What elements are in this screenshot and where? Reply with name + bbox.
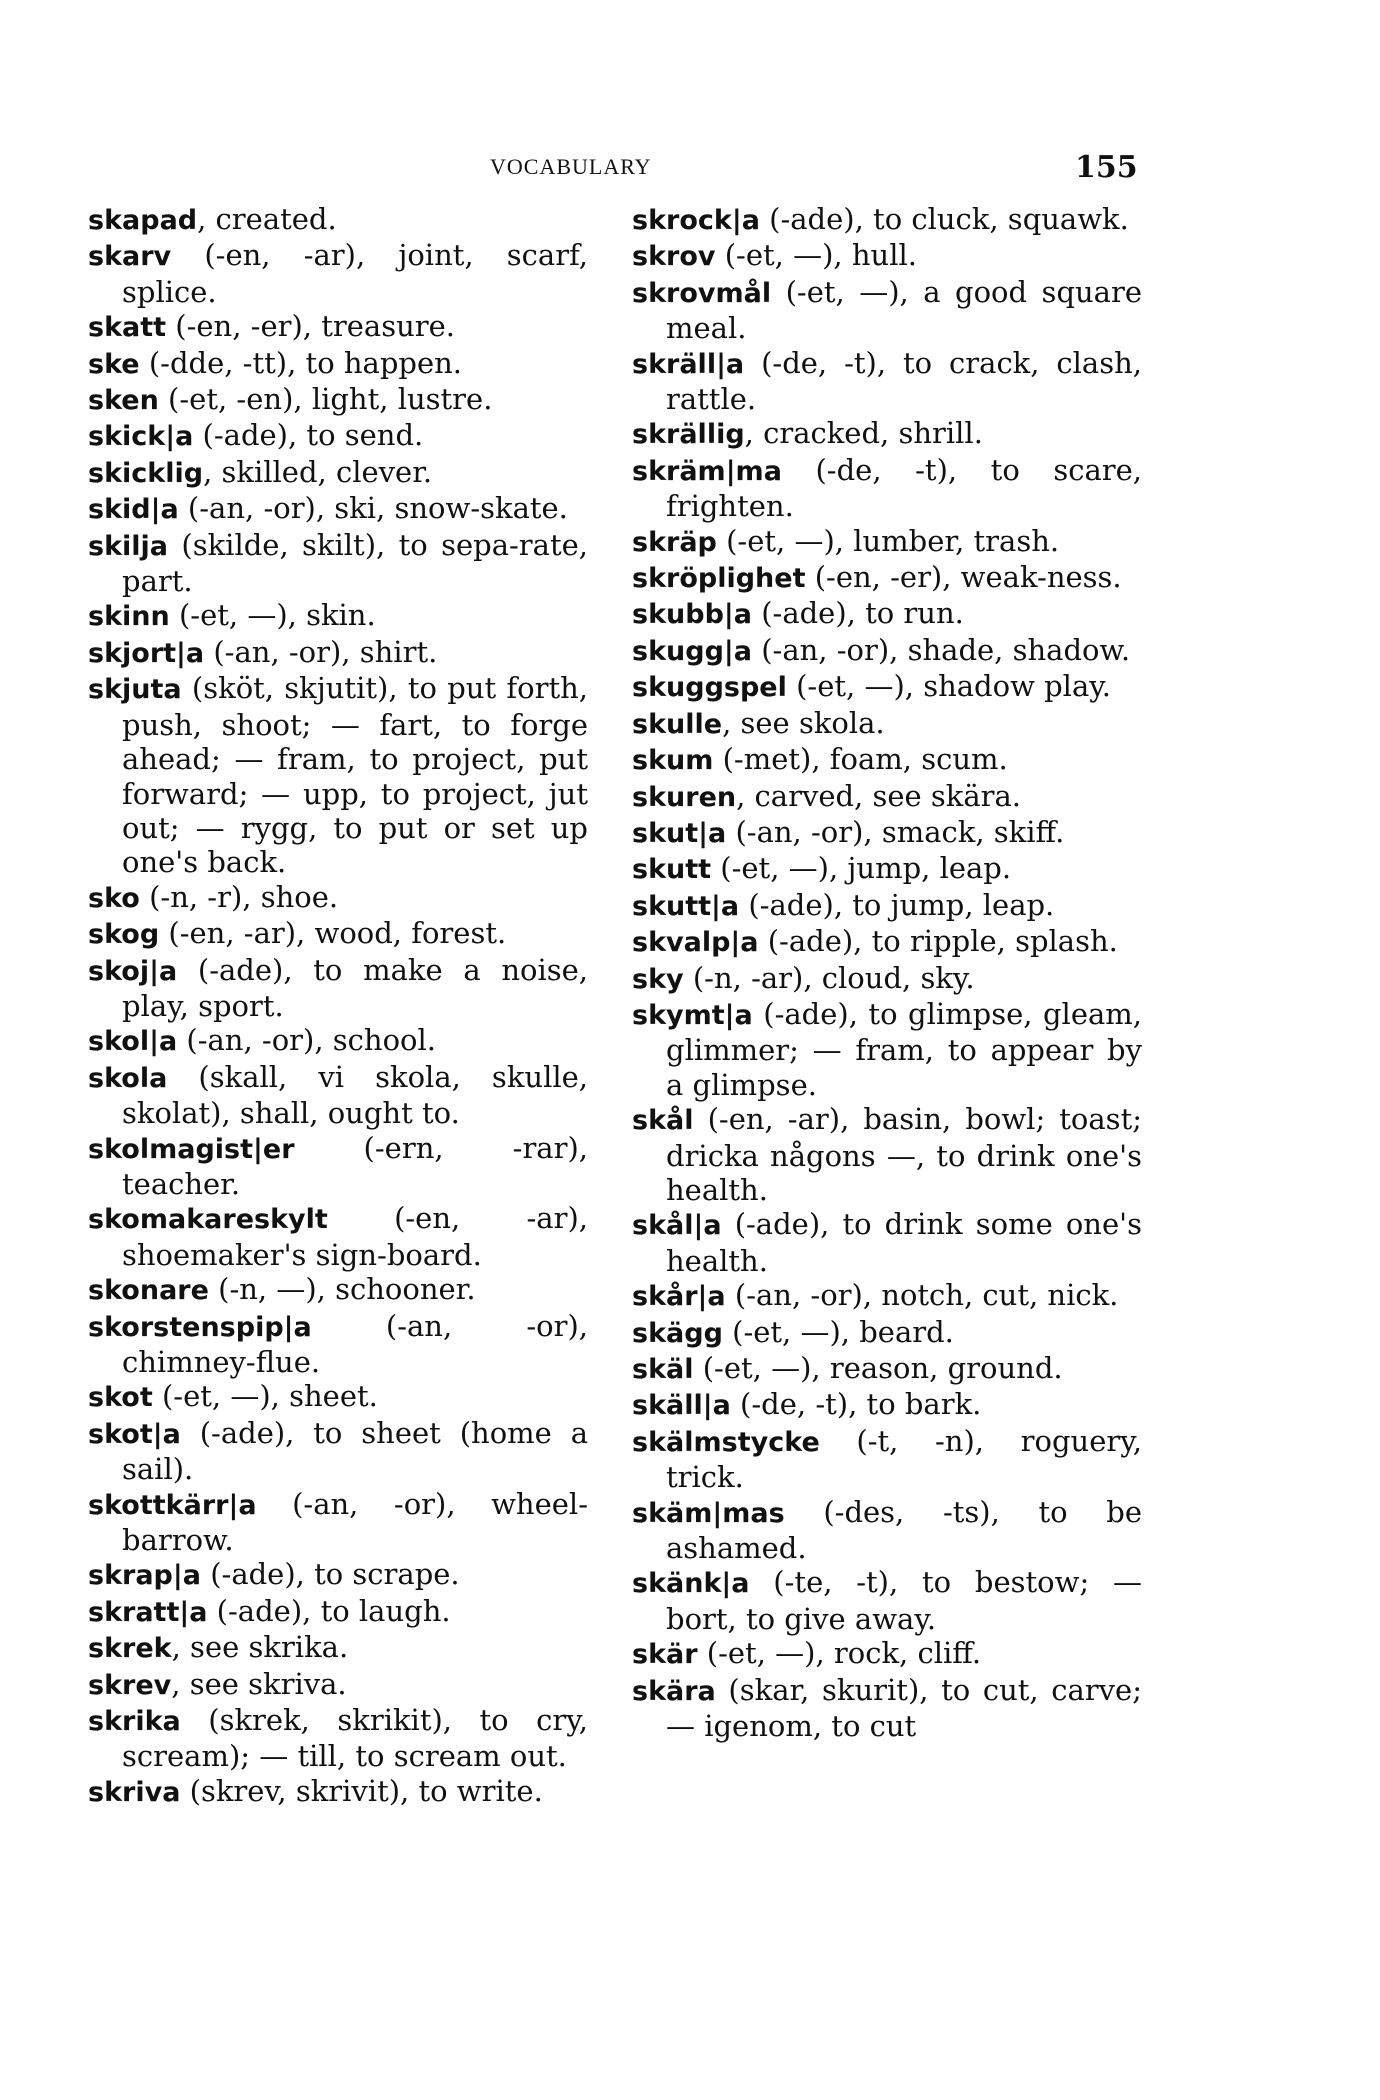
left-column: [88, 202, 588, 1810]
entry-headword: skola: [88, 1062, 168, 1094]
dictionary-entry: [632, 238, 1142, 274]
dictionary-entry: [88, 528, 588, 599]
entry-definition: (-en, -er), weak-ness.: [805, 560, 1122, 595]
entry-headword: skäl: [632, 1354, 694, 1385]
dictionary-entry: [632, 275, 1142, 346]
entry-definition: (-an, -or), smack, skiff.: [726, 814, 1065, 849]
page-header: [0, 150, 1380, 190]
entry-definition: (-t, -n), roguery, trick.: [666, 1423, 1142, 1495]
entry-headword: skår|a: [632, 1281, 726, 1313]
entry-definition: (skall, vi skola, skulle, skolat), shall, ought to.: [122, 1059, 588, 1131]
entry-headword: skick|a: [88, 421, 194, 453]
dictionary-entry: [632, 346, 1142, 417]
entry-headword: skriva: [88, 1776, 181, 1808]
entry-definition: (-de, -t), to bark.: [730, 1387, 982, 1422]
dictionary-entry: [632, 453, 1142, 524]
entry-headword: skrek: [88, 1633, 172, 1665]
dictionary-entry: [88, 880, 588, 916]
entry-definition: (-ern, -rar), teacher.: [122, 1130, 588, 1201]
dictionary-entry: [632, 560, 1142, 596]
entry-definition: (-et, —), reason, ground.: [693, 1351, 1063, 1385]
dictionary-entry: [88, 309, 588, 345]
entry-headword: skorstenspip|a: [88, 1311, 312, 1343]
entry-headword: skjuta: [88, 674, 182, 706]
dictionary-entry: [632, 416, 1142, 452]
page-number: 155: [1075, 150, 1138, 185]
dictionary-entry: [88, 1201, 588, 1272]
entry-definition: (-et, —), skin.: [169, 598, 376, 633]
entry-definition: (-et, -en), light, lustre.: [158, 382, 493, 417]
entry-headword: skuren: [632, 781, 737, 813]
entry-definition: (-en, -ar), wood, forest.: [159, 916, 507, 951]
dictionary-entry: [88, 1774, 588, 1810]
entry-headword: skvalp|a: [632, 927, 759, 959]
entry-headword: skolmagist|er: [88, 1133, 295, 1165]
entry-headword: skratt|a: [88, 1596, 208, 1628]
dictionary-entry: [632, 706, 1142, 742]
dictionary-entry: [88, 671, 588, 879]
entry-definition: (-ade), to cluck, squawk.: [759, 202, 1129, 236]
entry-headword: skottkärr|a: [88, 1489, 257, 1521]
entry-headword: skonare: [88, 1275, 209, 1307]
dictionary-entry: [88, 455, 588, 491]
entry-headword: skuggspel: [632, 672, 787, 704]
entry-headword: skjort|a: [88, 637, 205, 669]
entry-headword: sko: [88, 882, 140, 914]
entry-definition: (-te, -t), to bestow; — bort, to give away.: [666, 1565, 1142, 1636]
dictionary-entry: [88, 238, 588, 309]
dictionary-entry: [88, 1487, 588, 1558]
dictionary-entry: [88, 1379, 588, 1415]
dictionary-entry: [632, 1565, 1142, 1636]
entry-definition: (-ade), to make a noise, play, sport.: [122, 952, 588, 1023]
dictionary-entry: [632, 1636, 1142, 1672]
dictionary-entry: [88, 346, 588, 382]
entry-headword: skut|a: [632, 817, 727, 849]
entry-definition: (-ade), to sheet (home a sail).: [122, 1415, 588, 1487]
entry-headword: skål|a: [632, 1210, 722, 1242]
entry-definition: , created.: [197, 202, 337, 236]
dictionary-entry: [88, 1131, 588, 1202]
entry-headword: skrovmål: [632, 277, 772, 309]
entry-headword: skinn: [88, 601, 170, 633]
dictionary-entry: [632, 1351, 1142, 1387]
entry-definition: (-ade), to jump, leap.: [739, 887, 1055, 922]
dictionary-entry: [632, 1495, 1142, 1566]
entry-headword: skutt|a: [632, 890, 740, 922]
dictionary-entry: [88, 598, 588, 634]
dictionary-entry: [88, 635, 588, 671]
dictionary-entry: [632, 596, 1142, 632]
dictionary-entry: [632, 815, 1142, 851]
dictionary-entry: [632, 997, 1142, 1102]
dictionary-entry: [88, 916, 588, 952]
dictionary-entry: [88, 1630, 588, 1666]
entry-headword: skot: [88, 1382, 153, 1414]
entry-headword: skrev: [88, 1669, 172, 1701]
entry-headword: skol|a: [88, 1026, 178, 1058]
entry-headword: skär: [632, 1639, 698, 1671]
dictionary-entry: [632, 1102, 1142, 1207]
entry-headword: skrap|a: [88, 1560, 201, 1592]
entry-headword: skubb|a: [632, 599, 752, 631]
dictionary-entry: [632, 669, 1142, 705]
entry-headword: skilja: [88, 530, 169, 562]
entry-headword: skälmstycke: [632, 1426, 820, 1458]
entry-headword: skatt: [88, 312, 167, 344]
entry-definition: (-n, —), schooner.: [208, 1272, 476, 1307]
entry-headword: skum: [632, 745, 714, 777]
entry-definition: (-an, -or), chimney-flue.: [122, 1308, 588, 1379]
entry-definition: (skar, skurit), to cut, carve; — igenom, to cut: [666, 1672, 1142, 1744]
entry-definition: (-an, -or), wheel-barrow.: [122, 1486, 588, 1558]
entry-definition: (skilde, skilt), to sepa-rate, part.: [122, 527, 588, 599]
entry-definition: (-et, —), beard.: [722, 1314, 954, 1349]
running-head: VOCABULARY: [490, 154, 652, 179]
entry-definition: (-ade), to drink some one's health.: [666, 1207, 1142, 1278]
dictionary-entry: [632, 779, 1142, 815]
entry-definition: (sköt, skjutit), to put forth, push, shoot; — fart, to forge ahead; — fram, to project, put forward; — upp, to project, jut out; — rygg, to put or set up one's back.: [122, 671, 588, 880]
dictionary-entry: [632, 1315, 1142, 1351]
entry-headword: skäll|a: [632, 1390, 731, 1422]
dictionary-entry: [632, 202, 1142, 238]
entry-headword: skomakareskylt: [88, 1204, 328, 1236]
entry-headword: skoj|a: [88, 955, 178, 987]
entry-headword: skugg|a: [632, 635, 752, 667]
entry-definition: (-an, -or), shade, shadow.: [751, 632, 1131, 667]
entry-headword: skröplighet: [632, 563, 806, 595]
dictionary-entry: [632, 1278, 1142, 1314]
right-column: [632, 202, 1142, 1743]
dictionary-entry: [88, 418, 588, 454]
entry-headword: skräm|ma: [632, 455, 782, 487]
entry-headword: sky: [632, 963, 684, 995]
entry-headword: skäm|mas: [632, 1497, 785, 1529]
entry-headword: skog: [88, 919, 160, 951]
dictionary-entry: [88, 1309, 588, 1380]
dictionary-entry: [88, 1703, 588, 1774]
entry-definition: (-ade), to run.: [751, 596, 964, 631]
entry-definition: (-de, -t), to scare, frighten.: [666, 452, 1142, 524]
entry-definition: (-des, -ts), to be ashamed.: [666, 1494, 1142, 1566]
dictionary-entry: [88, 1667, 588, 1703]
dictionary-entry: [88, 202, 588, 238]
entry-headword: skål: [632, 1105, 694, 1137]
dictionary-entry: [88, 1060, 588, 1131]
entry-headword: skrika: [88, 1706, 181, 1738]
entry-headword: skicklig: [88, 457, 204, 489]
entry-definition: , see skriva.: [171, 1666, 347, 1701]
entry-definition: (-ade), to scrape.: [200, 1557, 460, 1592]
entry-definition: (-en, -ar), basin, bowl; toast; dricka någons —, to drink one's health.: [666, 1102, 1142, 1207]
entry-headword: skymt|a: [632, 999, 753, 1031]
entry-headword: skot|a: [88, 1418, 181, 1450]
entry-definition: (-et, —), sheet.: [152, 1379, 378, 1414]
dictionary-entry: [632, 1424, 1142, 1495]
entry-definition: (-n, -r), shoe.: [139, 879, 339, 914]
entry-definition: , skilled, clever.: [203, 454, 433, 489]
entry-definition: (-en, -ar), shoemaker's sign-board.: [122, 1201, 588, 1272]
entry-headword: skulle: [632, 708, 723, 740]
dictionary-entry: [88, 491, 588, 527]
entry-definition: (-an, -or), shirt.: [204, 634, 438, 669]
entry-definition: (-an, -or), ski, snow-skate.: [178, 491, 568, 526]
entry-headword: skrock|a: [632, 205, 760, 236]
entry-definition: , carved, see skära.: [736, 778, 1022, 813]
entry-headword: skid|a: [88, 494, 179, 526]
dictionary-entry: [632, 524, 1142, 560]
entry-definition: (-et, —), a good square meal.: [666, 274, 1142, 346]
entry-headword: ske: [88, 348, 140, 380]
entry-definition: (-et, —), rock, cliff.: [697, 1636, 982, 1671]
dictionary-entry: [632, 633, 1142, 669]
entry-definition: (-en, -ar), joint, scarf, splice.: [122, 238, 588, 309]
entry-definition: (-et, —), hull.: [715, 238, 917, 273]
entry-definition: (-en, -er), treasure.: [166, 309, 456, 344]
entry-headword: skrov: [632, 241, 716, 273]
entry-definition: (-an, -or), notch, cut, nick.: [725, 1278, 1119, 1313]
entry-definition: (-et, —), jump, leap.: [711, 851, 1012, 886]
entry-definition: , cracked, shrill.: [744, 416, 983, 451]
dictionary-entry: [88, 1272, 588, 1308]
entry-definition: (-de, -t), to crack, clash, rattle.: [666, 345, 1142, 417]
entry-headword: skräll|a: [632, 348, 745, 380]
entry-definition: (skrek, skrikit), to cry, scream); — till, to scream out.: [122, 1703, 588, 1774]
entry-definition: (-et, —), lumber, trash.: [716, 523, 1060, 558]
entry-definition: (-et, —), shadow play.: [786, 669, 1112, 704]
dictionary-entry: [88, 953, 588, 1024]
dictionary-entry: [632, 961, 1142, 997]
entry-headword: skrällig: [632, 419, 745, 451]
entry-definition: (-ade), to laugh.: [207, 1593, 451, 1628]
entry-headword: skarv: [88, 241, 172, 273]
dictionary-entry: [632, 924, 1142, 960]
entry-definition: (-n, -ar), cloud, sky.: [683, 960, 975, 995]
entry-definition: (-ade), to send.: [193, 418, 424, 453]
entry-headword: skänk|a: [632, 1568, 750, 1600]
dictionary-entry: [632, 742, 1142, 778]
entry-definition: (-met), foam, scum.: [713, 742, 1008, 777]
entry-definition: (-an, -or), school.: [177, 1023, 437, 1058]
entry-definition: , see skrika.: [171, 1630, 349, 1665]
dictionary-entry: [88, 1594, 588, 1630]
dictionary-entry: [632, 851, 1142, 887]
entry-headword: skutt: [632, 854, 712, 886]
entry-headword: sken: [88, 385, 159, 417]
dictionary-entry: [88, 1416, 588, 1487]
entry-headword: skräp: [632, 526, 717, 558]
entry-definition: (-ade), to glimpse, gleam, glimmer; — fram, to appear by a glimpse.: [666, 996, 1142, 1102]
dictionary-entry: [632, 1207, 1142, 1278]
entry-headword: skapad: [88, 205, 198, 236]
entry-headword: skägg: [632, 1317, 723, 1349]
entry-headword: skära: [632, 1675, 716, 1707]
entry-definition: , see skola.: [722, 705, 885, 740]
dictionary-entry: [632, 1673, 1142, 1744]
dictionary-entry: [88, 382, 588, 418]
dictionary-entry: [88, 1557, 588, 1593]
entry-definition: (-ade), to ripple, splash.: [758, 924, 1118, 959]
entry-definition: (-dde, -tt), to happen.: [139, 345, 463, 380]
entry-definition: (skrev, skrivit), to write.: [180, 1773, 543, 1808]
dictionary-entry: [632, 888, 1142, 924]
dictionary-entry: [88, 1023, 588, 1059]
dictionary-entry: [632, 1387, 1142, 1423]
